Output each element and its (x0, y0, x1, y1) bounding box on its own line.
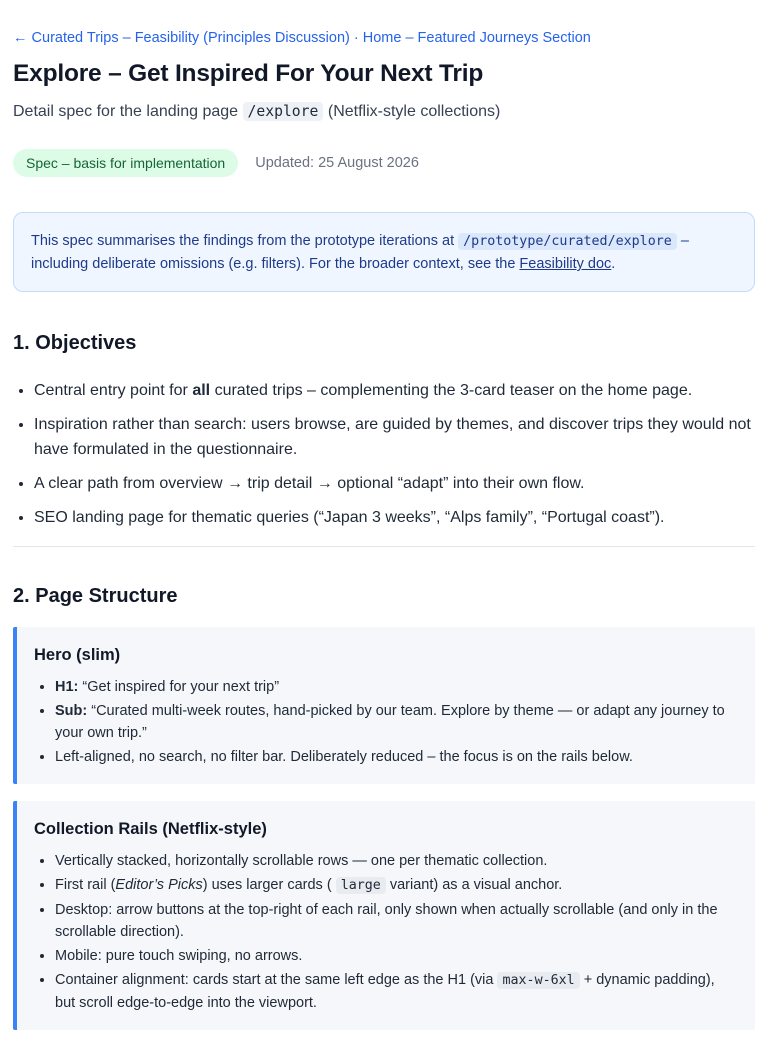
feasibility-doc-link[interactable]: Feasibility doc (519, 256, 612, 272)
list-item: • Desktop: arrow buttons at the top-right of each rail, only shown when actually scrollable (and only in the scrollable direction). (55, 899, 737, 943)
breadcrumb (13, 28, 755, 48)
rails-spec-list (34, 850, 737, 1014)
objectives-list (13, 378, 755, 530)
list-item: • Left-aligned, no search, no filter bar. Deliberately reduced – the focus is on the rails below. (55, 746, 737, 768)
list-item: • First rail (Editor’s Picks) uses larger cards ( large variant) as a visual anchor. (55, 874, 737, 897)
breadcrumb-link-home-featured[interactable]: Home – Featured Journeys Section (362, 30, 591, 46)
breadcrumb-link-feasibility[interactable]: ← Curated Trips – Feasibility (Principles Discussion) (13, 30, 350, 46)
list-item: • Mobile: pure touch swiping, no arrows. (55, 945, 737, 967)
hero-spec-list (34, 676, 737, 768)
list-item: • Inspiration rather than search: users browse, are guided by themes, and discover trips they would not have formulated in the questionnaire. (34, 412, 755, 462)
info-callout: This spec summarises the findings from the prototype iterations at /prototype/curated/explore – including deliberate omissions (e.g. filters). For the broader context, see the Feasibility doc. (13, 212, 755, 292)
list-item: • Sub: “Curated multi-week routes, hand-picked by our team. Explore by theme — or adapt any journey to your own trip.” (55, 700, 737, 744)
hero-spec-card (13, 627, 755, 784)
page-title: Explore – Get Inspired For Your Next Trip (13, 60, 484, 87)
back-arrow-icon: ← (13, 30, 28, 46)
list-item: • H1: “Get inspired for your next trip” (55, 676, 737, 698)
breadcrumb-separator: · (353, 30, 359, 46)
card-title: Hero (slim) (34, 646, 121, 664)
section-heading-page-structure: 2. Page Structure (13, 585, 178, 607)
list-item: • SEO landing page for thematic queries (“Japan 3 weeks”, “Alps family”, “Portugal coast”). (34, 505, 755, 530)
section-heading-objectives: 1. Objectives (13, 332, 137, 354)
section-divider (13, 546, 755, 547)
list-item: • Container alignment: cards start at the same left edge as the H1 (via max-w-6xl + dynamic padding), but scroll edge-to-edge into the viewport. (55, 969, 737, 1014)
status-row (13, 149, 755, 177)
spec-page (0, 28, 768, 1030)
card-title: Collection Rails (Netflix-style) (34, 820, 267, 838)
page-subtitle: Detail spec for the landing page /explore (Netflix-style collections) (13, 103, 501, 120)
status-badge: Spec – basis for implementation (13, 149, 238, 177)
prototype-route-code: /prototype/curated/explore (458, 233, 677, 250)
list-item: • Vertically stacked, horizontally scrollable rows — one per thematic collection. (55, 850, 737, 872)
updated-date: Updated: 25 August 2026 (255, 155, 419, 171)
collection-rails-spec-card (13, 801, 755, 1030)
route-code: /explore (243, 102, 324, 121)
list-item: • A clear path from overview → trip detail → optional “adapt” into their own flow. (34, 471, 755, 496)
list-item: • Central entry point for all curated trips – complementing the 3-card teaser on the home page. (34, 378, 755, 403)
